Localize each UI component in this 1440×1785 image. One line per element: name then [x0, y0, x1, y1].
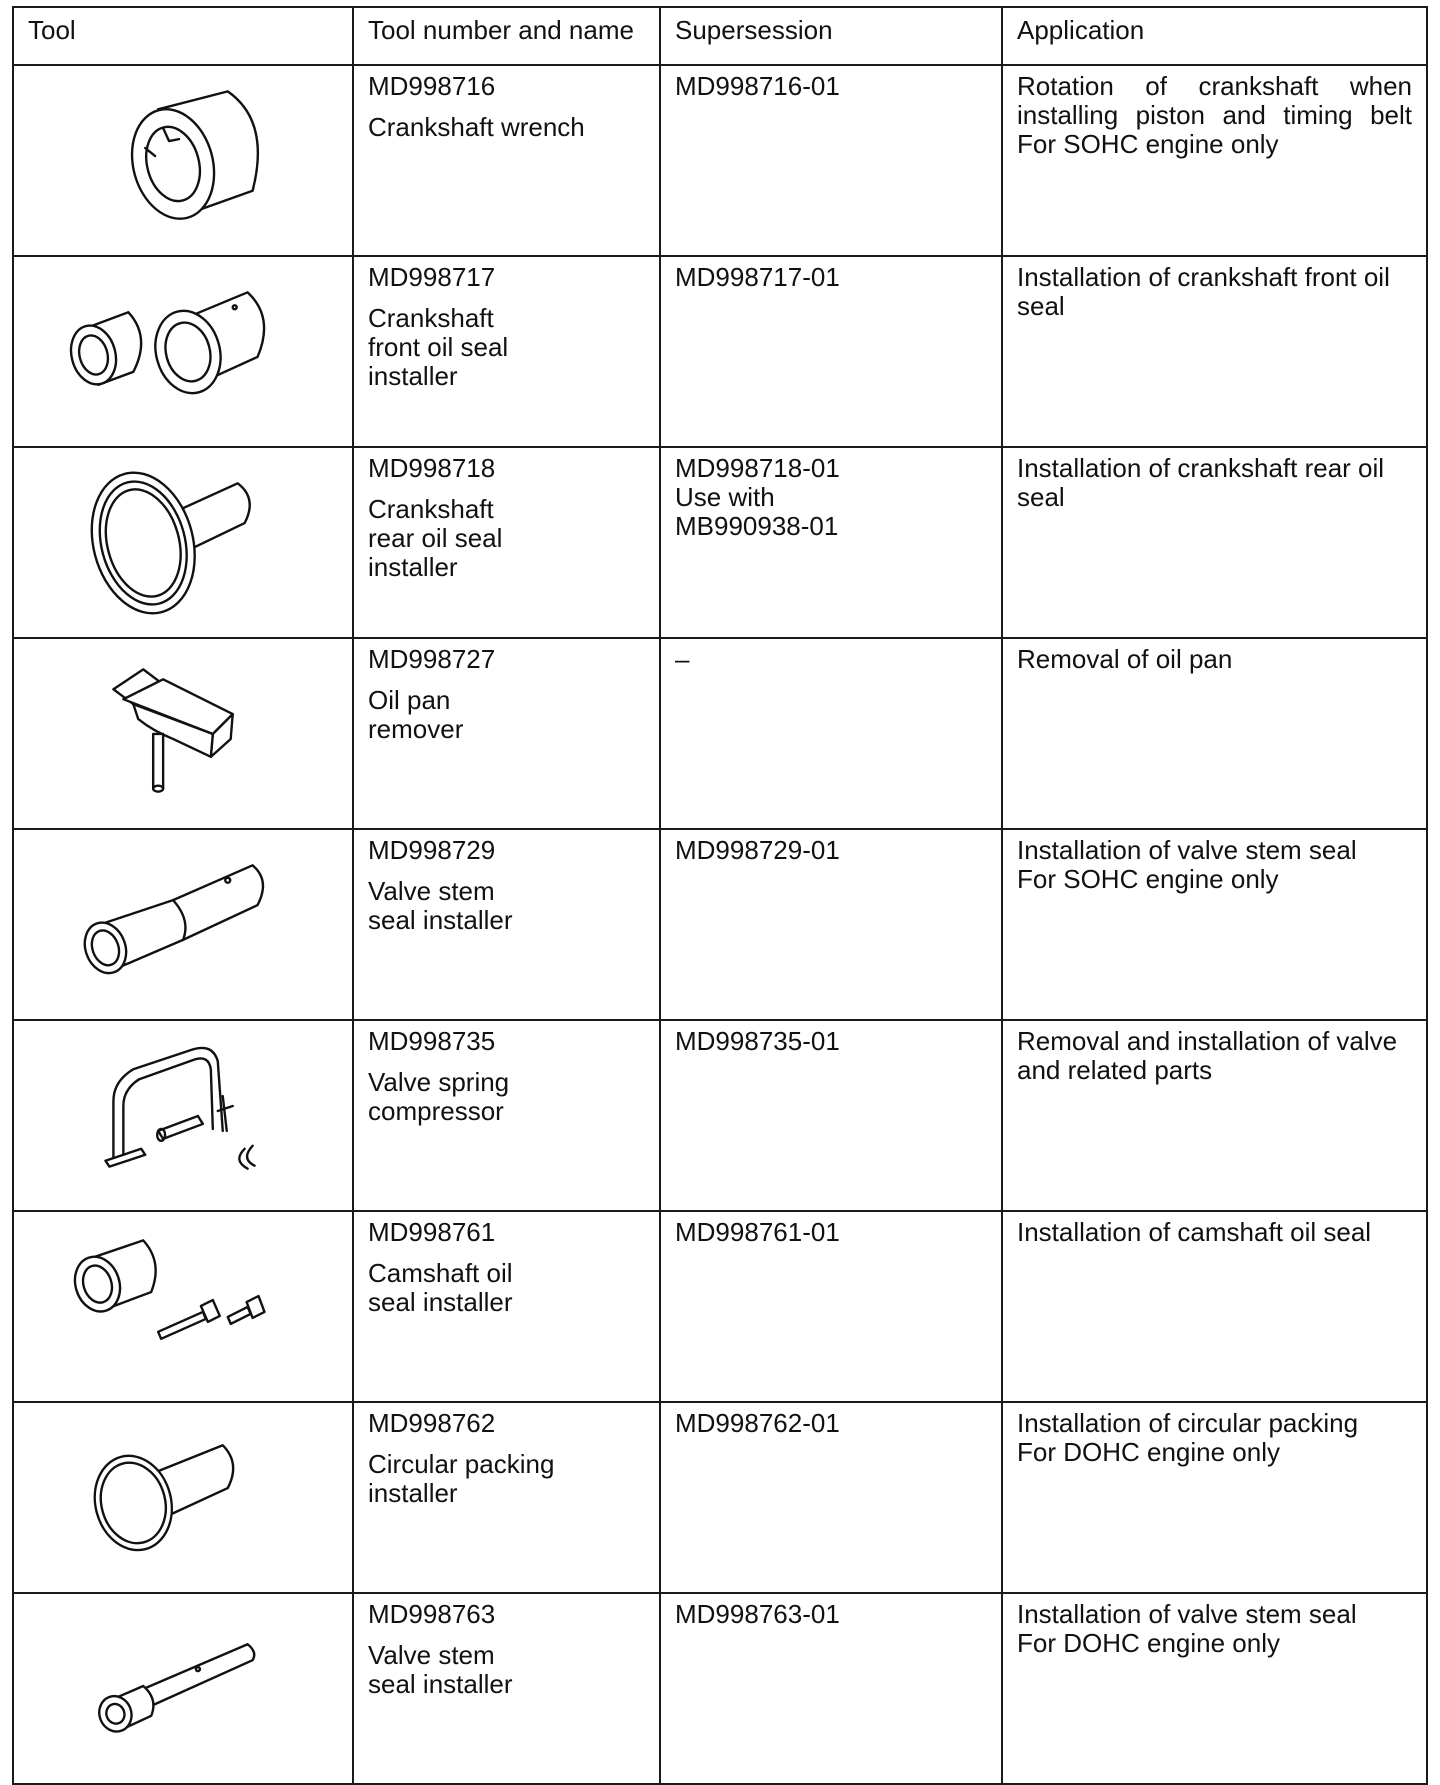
header-supersession: Supersession — [660, 7, 1002, 65]
tool-number: MD998763 — [368, 1599, 496, 1629]
supersession-cell — [660, 1020, 1002, 1211]
tool-number: MD998727 — [368, 644, 496, 674]
header-row — [13, 7, 1427, 65]
tool-name: Crankshaft wrench — [368, 112, 585, 142]
application-text: Removal of oil pan — [1017, 644, 1233, 674]
table-row — [13, 256, 1427, 447]
supersession-text: MD998762-01 — [675, 1408, 840, 1438]
rear-oil-seal-installer-icon — [14, 448, 352, 631]
table-row — [13, 829, 1427, 1020]
supersession-text: MD998716-01 — [675, 71, 840, 101]
supersession-cell — [660, 65, 1002, 256]
tool-number-name-cell — [353, 65, 660, 256]
table-row — [13, 1020, 1427, 1211]
application-text: Installation of crankshaft rear oil seal — [1017, 453, 1385, 512]
application-text: Installation of crankshaft front oil seal — [1017, 262, 1390, 321]
application-cell — [1002, 1020, 1427, 1211]
tool-name: Circular packing installer — [368, 1449, 555, 1508]
supersession-cell — [660, 1593, 1002, 1784]
tool-number: MD998735 — [368, 1026, 496, 1056]
application-cell — [1002, 447, 1427, 638]
tool-name: Crankshaft rear oil seal installer — [368, 494, 503, 582]
special-tools-table — [12, 6, 1428, 1785]
supersession-text: MD998729-01 — [675, 835, 840, 865]
camshaft-oil-seal-installer-icon — [14, 1212, 352, 1395]
dohc-valve-stem-seal-installer-icon — [14, 1594, 352, 1777]
front-oil-seal-installer-icon — [14, 257, 352, 440]
table-row — [13, 65, 1427, 256]
tool-illustration-cell — [13, 638, 353, 829]
tool-name: Camshaft oil seal installer — [368, 1258, 513, 1317]
application-text: Installation of circular packing For DOHC engine only — [1017, 1408, 1359, 1467]
application-text: Rotation of crankshaft when installing piston and timing belt For SOHC engine only — [1017, 71, 1412, 159]
supersession-text: MD998717-01 — [675, 262, 840, 292]
table-row — [13, 1593, 1427, 1784]
valve-stem-seal-installer-icon — [14, 830, 352, 1013]
tool-illustration-cell — [13, 829, 353, 1020]
tool-illustration-cell — [13, 447, 353, 638]
tool-number-name-cell — [353, 447, 660, 638]
tool-number-name-cell — [353, 1020, 660, 1211]
tool-illustration-cell — [13, 256, 353, 447]
supersession-text: MD998735-01 — [675, 1026, 840, 1056]
application-cell — [1002, 65, 1427, 256]
table-row — [13, 447, 1427, 638]
application-cell — [1002, 1593, 1427, 1784]
valve-spring-compressor-icon — [14, 1021, 352, 1204]
application-text: Removal and installation of valve and related parts — [1017, 1026, 1398, 1085]
application-text: Installation of valve stem seal For SOHC engine only — [1017, 835, 1357, 894]
supersession-cell — [660, 1211, 1002, 1402]
table-row — [13, 1402, 1427, 1593]
crankshaft-wrench-icon — [14, 66, 352, 249]
supersession-cell — [660, 447, 1002, 638]
tool-name: Crankshaft front oil seal installer — [368, 303, 509, 391]
header-number-name: Tool number and name — [353, 7, 660, 65]
tool-number: MD998729 — [368, 835, 496, 865]
application-cell — [1002, 829, 1427, 1020]
tool-number-name-cell — [353, 638, 660, 829]
tool-number: MD998718 — [368, 453, 496, 483]
supersession-cell — [660, 256, 1002, 447]
header-application: Application — [1002, 7, 1427, 65]
tool-illustration-cell — [13, 1402, 353, 1593]
tool-name: Valve stem seal installer — [368, 1640, 513, 1699]
tool-illustration-cell — [13, 1593, 353, 1784]
tool-number-name-cell — [353, 256, 660, 447]
tool-number: MD998717 — [368, 262, 496, 292]
application-cell — [1002, 256, 1427, 447]
circular-packing-installer-icon — [14, 1403, 352, 1586]
tool-illustration-cell — [13, 1211, 353, 1402]
tool-number-name-cell — [353, 1593, 660, 1784]
supersession-cell — [660, 829, 1002, 1020]
supersession-text: – — [675, 644, 690, 674]
application-cell — [1002, 1211, 1427, 1402]
application-cell — [1002, 638, 1427, 829]
tool-name: Valve spring compressor — [368, 1067, 510, 1126]
supersession-text: MD998763-01 — [675, 1599, 840, 1629]
supersession-text: MD998761-01 — [675, 1217, 840, 1247]
tool-number-name-cell — [353, 829, 660, 1020]
tool-number: MD998716 — [368, 71, 496, 101]
tool-name: Oil pan remover — [368, 685, 464, 744]
tool-illustration-cell — [13, 1020, 353, 1211]
table-row — [13, 638, 1427, 829]
application-cell — [1002, 1402, 1427, 1593]
tool-number-name-cell — [353, 1402, 660, 1593]
table-row — [13, 1211, 1427, 1402]
tool-number: MD998762 — [368, 1408, 496, 1438]
application-text: Installation of camshaft oil seal — [1017, 1217, 1372, 1247]
header-tool: Tool — [13, 7, 353, 65]
application-text: Installation of valve stem seal For DOHC engine only — [1017, 1599, 1357, 1658]
tool-number-name-cell — [353, 1211, 660, 1402]
tool-number: MD998761 — [368, 1217, 496, 1247]
supersession-cell — [660, 1402, 1002, 1593]
tool-name: Valve stem seal installer — [368, 876, 513, 935]
oil-pan-remover-icon — [14, 639, 352, 822]
supersession-text: MD998718-01 Use with MB990938-01 — [675, 453, 840, 541]
supersession-cell — [660, 638, 1002, 829]
tool-illustration-cell — [13, 65, 353, 256]
